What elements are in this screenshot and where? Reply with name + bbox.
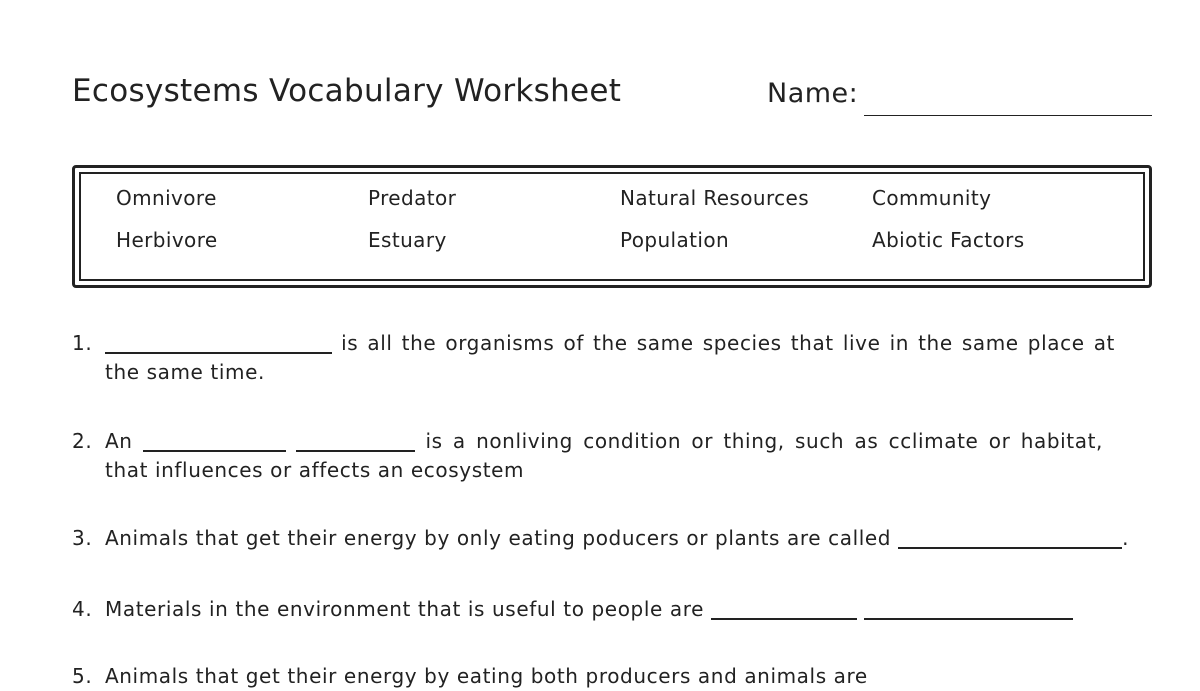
question-text-before: Animals that get their energy by only eating poducers or plants are called bbox=[105, 526, 892, 550]
answer-blank[interactable] bbox=[143, 430, 286, 452]
word-bank-item: Predator bbox=[368, 186, 457, 210]
word-bank-item: Omnivore bbox=[116, 186, 217, 210]
question-4 bbox=[72, 595, 1132, 624]
question-number: 3. bbox=[72, 526, 93, 550]
worksheet-title: Ecosystems Vocabulary Worksheet bbox=[72, 73, 622, 109]
question-text-after: is a nonliving condition or thing, such as cclimate or habitat, that influences or affects an ecosystem bbox=[105, 429, 1103, 482]
question-text-after: is all the organisms of the same species that live in the same place at the same time. bbox=[105, 331, 1116, 384]
question-number: 2. bbox=[72, 429, 93, 453]
answer-blank[interactable] bbox=[105, 332, 332, 354]
answer-blank[interactable] bbox=[898, 527, 1122, 549]
question-text bbox=[105, 427, 1103, 485]
word-bank-item: Natural Resources bbox=[620, 186, 810, 210]
question-text bbox=[105, 662, 1132, 691]
question-text bbox=[105, 595, 1132, 624]
question-number: 5. bbox=[72, 664, 93, 688]
question-text bbox=[105, 524, 1132, 553]
word-bank-item: Abiotic Factors bbox=[872, 228, 1025, 252]
question-text-before: An bbox=[105, 429, 133, 453]
answer-blank[interactable] bbox=[864, 598, 1073, 620]
word-bank-item: Estuary bbox=[368, 228, 447, 252]
question-text-before: Animals that get their energy by eating both producers and animals are bbox=[105, 664, 868, 688]
question-text-before: Materials in the environment that is useful to people are bbox=[105, 597, 704, 621]
answer-blank[interactable] bbox=[296, 430, 415, 452]
name-blank[interactable] bbox=[864, 115, 1152, 116]
question-number: 1. bbox=[72, 331, 93, 355]
question-text bbox=[105, 329, 1115, 387]
question-number: 4. bbox=[72, 597, 93, 621]
word-bank bbox=[72, 165, 1152, 288]
question-1 bbox=[72, 329, 1115, 387]
word-bank-item: Herbivore bbox=[116, 228, 218, 252]
question-text-after: . bbox=[1122, 526, 1130, 550]
question-2 bbox=[72, 427, 1103, 485]
word-bank-item: Community bbox=[872, 186, 992, 210]
question-3 bbox=[72, 524, 1132, 553]
word-bank-item: Population bbox=[620, 228, 730, 252]
name-label: Name: bbox=[767, 78, 859, 109]
answer-blank[interactable] bbox=[711, 598, 857, 620]
question-5 bbox=[72, 662, 1132, 691]
